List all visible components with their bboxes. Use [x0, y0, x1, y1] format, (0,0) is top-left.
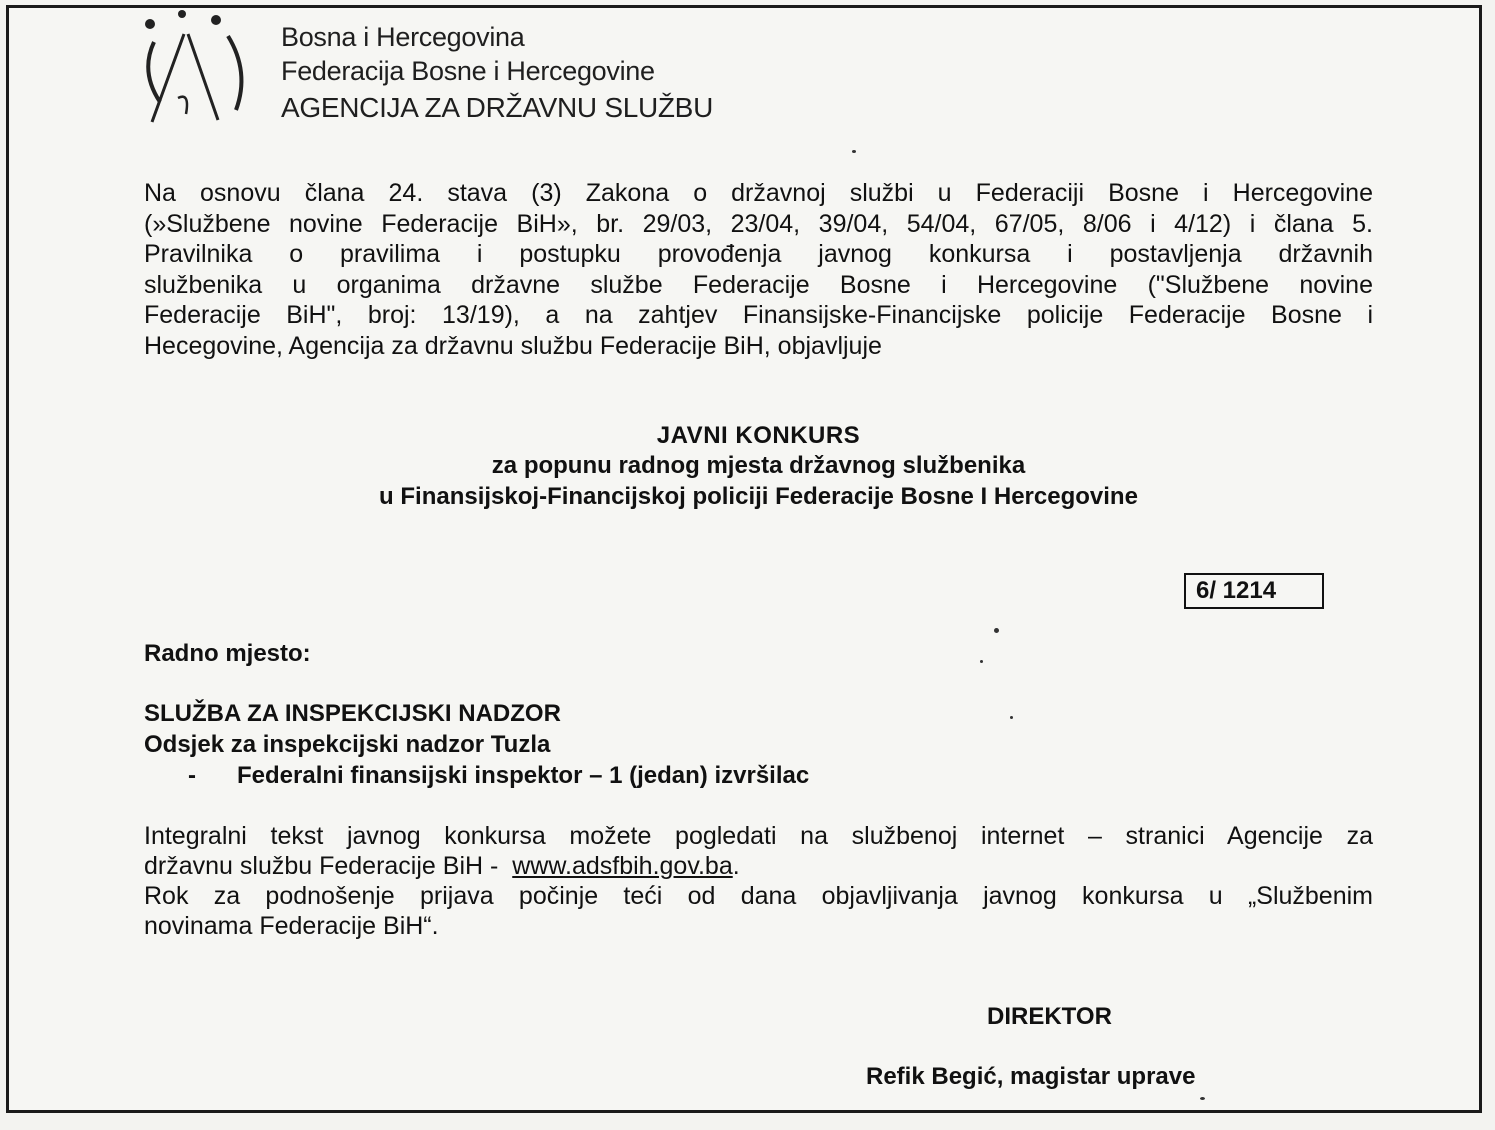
website-link[interactable]: www.adsfbih.gov.ba [512, 852, 733, 880]
service-name: SLUŽBA ZA INSPEKCIJSKI NADZOR [144, 700, 561, 727]
deadline-paragraph [144, 881, 1373, 941]
scan-speck [852, 150, 856, 153]
intro-line: Na osnovu člana 24. stava (3) Zakona o državnoj službi u Federaciji Bosne i Hercegovine [144, 179, 1373, 207]
job-title: Federalni finansijski inspektor – 1 (jedan) izvršilac [237, 762, 810, 789]
notice-title: JAVNI KONKURS [656, 422, 861, 449]
signatory-name: Refik Begić, magistar uprave [866, 1063, 1196, 1090]
scan-speck [980, 660, 983, 663]
info-line [144, 851, 1373, 881]
deadline-line: Rok za podnošenje prijava počinje teći od dana objavljivanja javnog konkursa u „Službenim [144, 882, 1373, 910]
intro-line: Federacije BiH", broj: 13/19), a na zahtjev Finansijske-Financijske policije Federacije Bosne i [144, 301, 1373, 329]
scan-speck [994, 628, 999, 633]
header-agency: AGENCIJA ZA DRŽAVNU SLUŽBU [281, 92, 713, 123]
header-country: Bosna i Hercegovina [281, 22, 525, 52]
list-bullet: - [188, 762, 196, 789]
intro-line: službenika u organima državne službe Federacije Bosne i Hercegovine ("Službene novine [144, 270, 1373, 299]
info-line-suffix: . [732, 852, 740, 880]
info-line: Integralni tekst javnog konkursa možete pogledati na službenoj internet – stranici Agencije za [144, 822, 1373, 850]
info-paragraph [144, 821, 1373, 881]
reference-number-box: 6/ 1214 [1184, 573, 1324, 609]
intro-line: Hecegovine, Agencija za državnu službu Federacije BiH, objavljuje [144, 331, 882, 360]
deadline-line: novinama Federacije BiH“. [144, 912, 439, 940]
intro-paragraph [144, 178, 1373, 361]
notice-subtitle: za popunu radnog mjesta državnog službenika [491, 452, 1026, 479]
agency-emblem-icon [138, 10, 256, 128]
department-name: Odsjek za inspekcijski nadzor Tuzla [144, 731, 551, 758]
signatory-title: DIREKTOR [987, 1003, 1112, 1030]
scan-speck [1200, 1097, 1205, 1100]
intro-line: (»Službene novine Federacije BiH», br. 29/03, 23/04, 39/04, 54/04, 67/05, 8/06 i 4/12) i člana 5. [144, 209, 1373, 238]
position-label: Radno mjesto: [144, 640, 311, 667]
info-line-prefix: državnu službu Federacije BiH - [144, 852, 499, 880]
notice-subtitle-institution: u Finansijskoj-Financijskoj policiji Federacije Bosne I Hercegovine [379, 483, 1138, 510]
notice-frame [6, 5, 1482, 1113]
header-federation: Federacija Bosne i Hercegovine [281, 56, 655, 86]
scan-speck [1010, 716, 1013, 719]
intro-line: Pravilnika o pravilima i postupku provođenja javnog konkursa i postavljenja državnih [144, 240, 1373, 268]
